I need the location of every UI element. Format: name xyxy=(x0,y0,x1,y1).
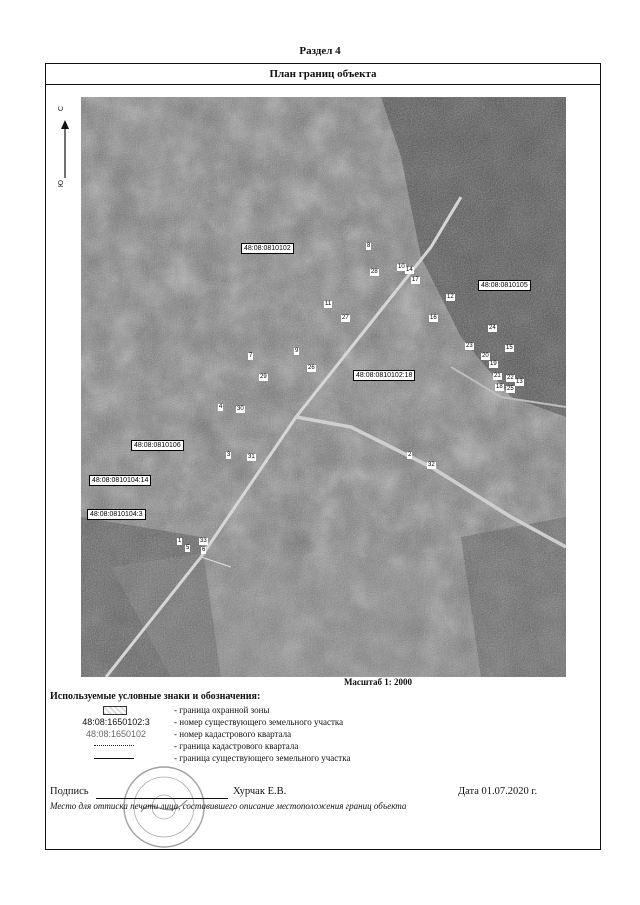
point-label: 17 xyxy=(412,277,419,283)
point-label: 2 xyxy=(408,452,412,458)
stamp-note: Место для оттиска печати лица, составившего описание местоположения границ объекта xyxy=(50,801,407,811)
quarter-label: 48:08:0810104:3 xyxy=(87,509,146,520)
point-label: 30 xyxy=(237,406,244,412)
point-label: 21 xyxy=(494,373,501,379)
section-heading: Раздел 4 xyxy=(299,45,341,57)
north-arrow xyxy=(58,106,72,202)
point-label: 8 xyxy=(367,243,371,249)
point-label: 16 xyxy=(430,315,437,321)
point-label: 24 xyxy=(489,325,496,331)
legend-symbol: 48:08:1650102 xyxy=(85,729,147,739)
quarter-label: 48:08:0810106 xyxy=(131,440,184,451)
signature-row xyxy=(50,786,598,800)
legend-text: - граница существующего земельного участка xyxy=(174,753,351,763)
point-label: 23 xyxy=(466,343,473,349)
signature-date: Дата 01.07.2020 г. xyxy=(458,786,538,797)
compass-south-label: Ю xyxy=(58,180,65,188)
point-label: 26 xyxy=(308,365,315,371)
point-label: 31 xyxy=(248,454,255,460)
point-label: 32 xyxy=(428,462,435,468)
point-label: 27 xyxy=(342,315,349,321)
legend-title: Используемые условные знаки и обозначения: xyxy=(50,691,261,702)
point-label: 12 xyxy=(447,294,454,300)
point-label: 4 xyxy=(219,404,223,410)
point-label: 15 xyxy=(506,345,513,351)
legend-row-zone xyxy=(46,704,600,716)
point-label: 1 xyxy=(178,538,182,544)
point-label: 33 xyxy=(200,538,207,544)
legend-symbol: 48:08:1650102:3 xyxy=(82,717,150,727)
point-label: 11 xyxy=(325,301,332,307)
point-label: 22 xyxy=(507,375,514,381)
point-label: 13 xyxy=(516,379,523,385)
quarter-label: 48:08:0810102 xyxy=(241,243,294,254)
signature-line xyxy=(96,798,228,799)
point-label: 29 xyxy=(260,374,267,380)
point-label: 19 xyxy=(490,361,497,367)
point-label: 10 xyxy=(398,264,405,270)
point-label: 5 xyxy=(186,545,190,551)
legend-row-parcel-number xyxy=(46,716,600,728)
document-frame xyxy=(45,63,601,850)
legend-row-quarter-number xyxy=(46,728,600,740)
point-label: 9 xyxy=(295,348,299,354)
point-label: 14 xyxy=(406,267,413,273)
plan-title: План границ объекта xyxy=(46,64,600,85)
point-label: 6 xyxy=(202,547,206,553)
solid-line-icon xyxy=(94,758,134,759)
zone-hatch-icon xyxy=(103,706,127,715)
quarter-label: 48:08:0810104:14 xyxy=(89,475,151,486)
legend-text: - номер существующего земельного участка xyxy=(174,717,344,727)
signer-name: Хурчак Е.В. xyxy=(233,786,287,797)
aerial-photo xyxy=(81,97,566,677)
dotted-line-icon xyxy=(94,745,134,746)
point-label: 25 xyxy=(507,386,514,392)
legend-text: - граница охранной зоны xyxy=(174,705,270,715)
compass-north-label: С xyxy=(58,106,65,112)
signature-label: Подпись xyxy=(50,786,89,797)
point-label: 28 xyxy=(371,269,378,275)
compass-arrow-icon xyxy=(58,120,72,180)
point-label: 18 xyxy=(496,384,503,390)
legend-text: - граница кадастрового квартала xyxy=(174,741,299,751)
point-label: 7 xyxy=(249,353,253,359)
legend-row-parcel-border xyxy=(46,752,600,764)
point-label: 3 xyxy=(227,452,231,458)
point-label: 20 xyxy=(482,353,489,359)
map-scale: Масштаб 1: 2000 xyxy=(343,677,413,687)
legend-row-quarter-border xyxy=(46,740,600,752)
legend-text: - номер кадастрового квартала xyxy=(174,729,292,739)
quarter-label: 48:08:0810105 xyxy=(478,280,531,291)
quarter-label: 48:08:0810102:18 xyxy=(353,370,415,381)
aerial-map xyxy=(81,97,566,677)
